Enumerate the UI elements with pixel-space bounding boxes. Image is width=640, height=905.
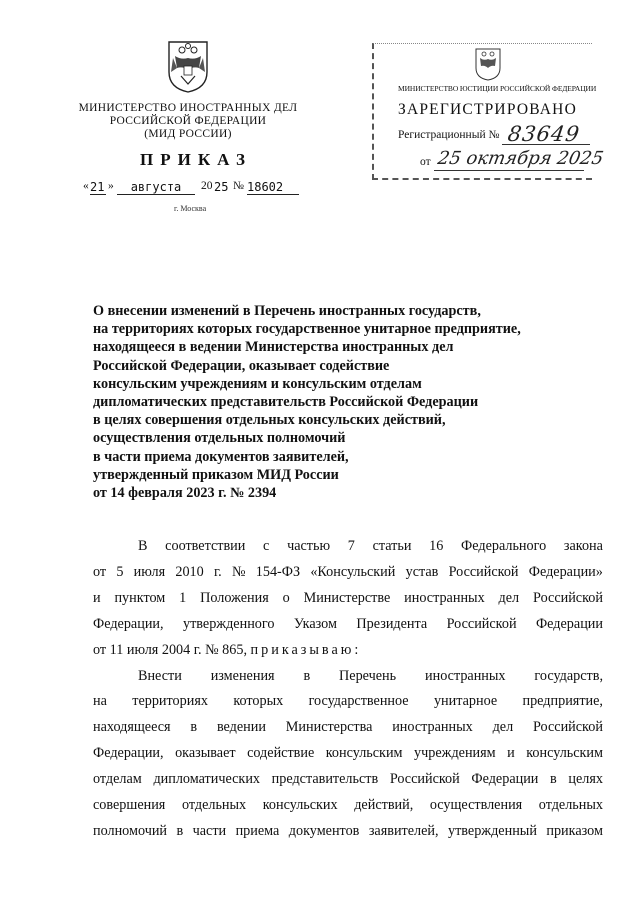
- body-word: Российской: [533, 719, 603, 736]
- body-word: устав: [405, 563, 439, 580]
- body-word: дипломатических: [153, 771, 261, 788]
- subject-line: в целях совершения отдельных консульских действий,: [93, 412, 446, 429]
- body-word: изменения: [210, 667, 275, 684]
- city: г. Москва: [174, 204, 207, 213]
- body-word: Российской: [389, 771, 460, 788]
- body-word: консульским: [325, 745, 403, 762]
- body-line: [93, 638, 603, 664]
- body-line: [93, 715, 603, 741]
- body-word: с: [263, 538, 270, 554]
- body-word: Положения: [200, 589, 269, 606]
- body-word: В: [138, 538, 148, 554]
- body-word: части: [192, 822, 227, 839]
- order-number: 18602: [247, 180, 299, 195]
- body-word: государств,: [534, 667, 603, 684]
- order-subject: [93, 302, 573, 502]
- body-word: 1: [179, 589, 187, 606]
- body-word: территориях: [132, 693, 208, 710]
- subject-line: в части приема документов заявителей,: [93, 448, 349, 465]
- body-word: Федерации: [535, 615, 603, 632]
- ministry-line: (МИД РОССИИ): [144, 128, 232, 140]
- body-word: 7: [347, 538, 355, 554]
- order-body: [93, 534, 603, 845]
- subject-line: на территориях которых государственное унитарное предприятие,: [93, 321, 521, 338]
- body-word: Федерации,: [93, 745, 164, 762]
- subject-line: О внесении изменений в Перечень иностранных государств,: [93, 303, 481, 319]
- body-word: унитарное: [433, 693, 498, 710]
- body-word: г.: [213, 563, 222, 580]
- body-word: Российской: [446, 615, 517, 632]
- body-word: содействие: [247, 745, 315, 762]
- order-month: августа: [117, 180, 195, 195]
- body-word: документов: [288, 822, 360, 839]
- body-word: в: [303, 667, 311, 684]
- body-line: [93, 664, 603, 690]
- body-word: в: [550, 771, 557, 788]
- body-word: оказывает: [175, 745, 236, 762]
- paragraph-2: [93, 664, 603, 845]
- body-word: находящееся: [93, 719, 171, 736]
- stamp-date: 25 октября 2025: [436, 148, 606, 169]
- body-word: 2010: [175, 563, 204, 580]
- body-word: приказом: [546, 822, 603, 839]
- order-title: ПРИКАЗ: [140, 150, 252, 169]
- body-word: Федерации: [471, 771, 539, 788]
- body-word: отдельных: [538, 797, 603, 814]
- body-word: иностранных: [425, 667, 506, 684]
- body-word: утвержденного: [182, 615, 275, 632]
- stamp-ministry: МИНИСТЕРСТВО ЮСТИЦИИ РОССИЙСКОЙ ФЕДЕРАЦИИ: [398, 84, 597, 93]
- stamp-number-label: Регистрационный №: [398, 129, 500, 141]
- ministry-header: [78, 102, 298, 141]
- body-text: от 11 июля 2004 г. № 865,: [93, 641, 247, 658]
- body-word: 5: [116, 563, 124, 580]
- body-word: Указом: [293, 615, 337, 632]
- body-word: статьи: [372, 538, 412, 554]
- stamp-emblem-icon: [472, 46, 504, 82]
- body-word: Министерстве: [303, 589, 391, 606]
- body-word: Федерации»: [528, 563, 603, 580]
- subject-line: утвержденный приказом МИД России: [93, 466, 339, 483]
- body-word: совершения: [93, 797, 166, 814]
- stamp-date-label: от: [420, 156, 431, 168]
- body-word: представительств: [271, 771, 379, 788]
- body-word: целях: [568, 771, 603, 788]
- subject-line: от 14 февраля 2023 г. № 2394: [93, 485, 277, 502]
- body-word: 154-ФЗ: [255, 563, 301, 580]
- body-line: [93, 534, 603, 560]
- body-line: [93, 793, 603, 819]
- body-line: [93, 741, 603, 767]
- subject-line: осуществления отдельных полномочий: [93, 430, 346, 447]
- stamp-date-underline: [434, 170, 584, 171]
- body-word: консульских: [262, 797, 338, 814]
- body-word: Перечень: [339, 667, 397, 684]
- body-word: от: [93, 563, 107, 580]
- ministry-line: МИНИСТЕРСТВО ИНОСТРАННЫХ ДЕЛ: [78, 102, 298, 114]
- order-year-prefix: 20: [201, 180, 213, 192]
- body-word: Российской: [448, 563, 519, 580]
- body-word: о: [282, 589, 290, 606]
- body-word: №: [231, 563, 246, 580]
- state-emblem-icon: [163, 38, 213, 94]
- order-date-number: « 21 » августа 20 25 № 18602: [83, 180, 303, 196]
- body-word: действий,: [354, 797, 414, 814]
- body-word: государственное: [308, 693, 409, 710]
- body-word: Внести: [138, 667, 182, 684]
- body-word: Президента: [356, 615, 428, 632]
- stamp-number: 83649: [506, 122, 582, 146]
- subject-line: Российской Федерации, оказывает содействие: [93, 357, 390, 374]
- paragraph-1: [93, 534, 603, 664]
- body-word: заявителей,: [368, 822, 439, 839]
- order-year: 25: [214, 180, 229, 194]
- body-word: учреждениям: [414, 745, 496, 762]
- body-word: в: [190, 719, 198, 736]
- body-word: которых: [233, 693, 284, 710]
- subject-line: находящееся в ведении Министерства иностранных дел: [93, 339, 454, 356]
- subject-line: дипломатических представительств Российской Федерации: [93, 394, 479, 411]
- body-word: иностранных: [404, 589, 485, 606]
- body-word: Федерального: [461, 538, 547, 554]
- body-word: ведении: [216, 719, 266, 736]
- body-line: [93, 819, 603, 845]
- body-line: [93, 560, 603, 586]
- body-word: и: [507, 745, 515, 762]
- order-word: приказываю:: [250, 641, 362, 658]
- subject-line: консульским учреждениям и консульским отделам: [93, 375, 422, 392]
- body-line: [93, 612, 603, 638]
- body-word: предприятие,: [522, 693, 603, 710]
- body-word: на: [93, 693, 107, 710]
- body-line: [93, 767, 603, 793]
- ministry-line: РОССИЙСКОЙ ФЕДЕРАЦИИ: [109, 115, 267, 127]
- body-word: дел: [498, 589, 520, 606]
- body-word: в: [176, 822, 184, 839]
- body-word: 16: [429, 538, 444, 554]
- stamp-number-underline: [502, 144, 590, 145]
- body-word: соответствии: [165, 538, 246, 554]
- body-word: дел: [492, 719, 514, 736]
- body-line: [93, 689, 603, 715]
- body-word: июля: [133, 563, 166, 580]
- body-word: осуществления: [429, 797, 523, 814]
- body-word: и: [93, 589, 101, 606]
- order-number-label: №: [233, 180, 244, 192]
- body-word: полномочий: [93, 822, 168, 839]
- body-word: отдельных: [181, 797, 247, 814]
- body-word: «Консульский: [310, 563, 396, 580]
- body-word: частью: [287, 538, 331, 554]
- body-word: отделам: [93, 771, 142, 788]
- body-word: иностранных: [392, 719, 473, 736]
- registration-stamp: [372, 43, 606, 180]
- body-line: [93, 586, 603, 612]
- body-word: закона: [563, 538, 603, 554]
- body-word: приема: [235, 822, 280, 839]
- body-word: Федерации,: [93, 615, 164, 632]
- body-word: Министерства: [285, 719, 373, 736]
- order-day: 21: [90, 180, 105, 194]
- body-word: Российской: [533, 589, 603, 606]
- body-word: утвержденный: [447, 822, 537, 839]
- body-word: консульским: [526, 745, 603, 762]
- body-word: пунктом: [114, 589, 166, 606]
- stamp-registered: ЗАРЕГИСТРИРОВАНО: [398, 101, 577, 118]
